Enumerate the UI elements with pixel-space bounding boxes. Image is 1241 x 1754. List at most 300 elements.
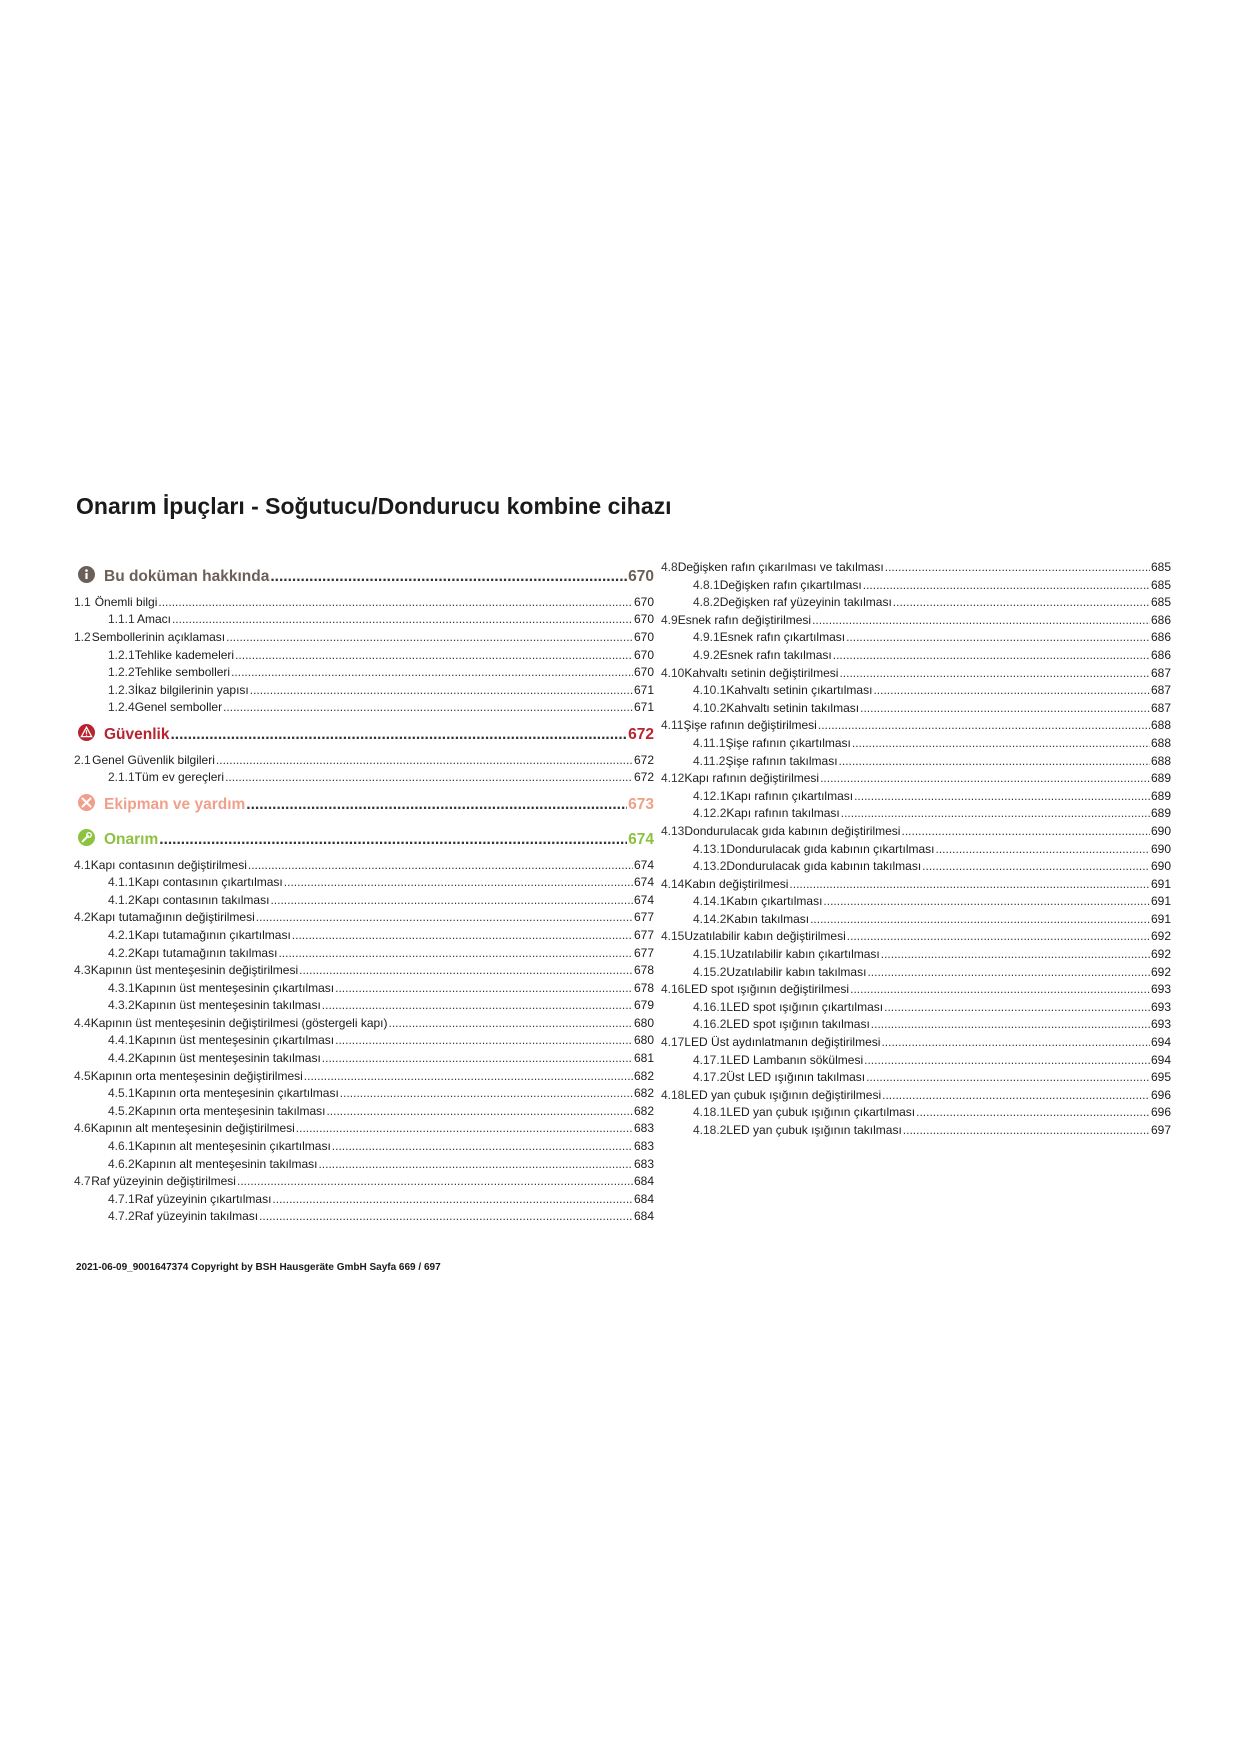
toc-page-number: 683 — [633, 1121, 654, 1136]
toc-entry[interactable] — [661, 947, 1171, 965]
toc-page-number: 686 — [1150, 647, 1171, 662]
toc-entry-number: 4.17.1 — [693, 1052, 727, 1067]
toc-page-number: 674 — [628, 830, 654, 848]
leader-dots — [389, 1016, 633, 1030]
toc-entry-label: Değişken rafın çıkarılması ve takılması — [677, 560, 884, 574]
toc-page-number: 689 — [1150, 806, 1171, 821]
toc-entry-number: 4.6 — [74, 1121, 91, 1136]
toc-section-label: Güvenlik — [104, 725, 170, 743]
toc-entry[interactable] — [661, 736, 1171, 754]
leader-dots — [158, 595, 633, 609]
toc-entry-number: 4.12.2 — [693, 806, 727, 821]
toc-entry[interactable] — [661, 666, 1171, 684]
toc-entry-number: 4.18.1 — [693, 1105, 727, 1120]
toc-entry-label: Kapının orta menteşesinin değiştirilmesi — [90, 1068, 303, 1083]
leader-dots — [172, 612, 633, 626]
toc-entry-label: Kapı contasının takılması — [134, 892, 270, 907]
leader-dots — [292, 928, 633, 942]
toc-entry-number: 4.1 — [74, 857, 91, 872]
leader-dots — [322, 998, 633, 1012]
toc-entry-label: Esnek rafın çıkartılması — [719, 630, 846, 645]
toc-entry[interactable] — [74, 1209, 654, 1227]
leader-dots — [318, 1157, 633, 1171]
toc-entry-label: Tüm ev gereçleri — [134, 770, 225, 785]
toc-page-number: 677 — [633, 945, 654, 960]
toc-entry[interactable] — [661, 1053, 1171, 1071]
leader-dots — [854, 789, 1150, 803]
toc-entry[interactable] — [74, 700, 654, 718]
toc-entry-number: 4.12.1 — [693, 788, 727, 803]
toc-page-number: 697 — [1150, 1123, 1171, 1137]
toc-page-number: 682 — [633, 1086, 654, 1101]
toc-entry[interactable] — [74, 1069, 654, 1087]
toc-entry-number: 4.13 — [661, 823, 685, 838]
toc-section-label: Bu doküman hakkında — [104, 568, 270, 585]
toc-page-number: 683 — [633, 1139, 654, 1154]
toc-page-number: 688 — [1150, 753, 1171, 768]
toc-entry[interactable] — [74, 595, 654, 613]
toc-entry-number: 4.11 — [661, 718, 684, 733]
toc-entry-number: 1.2.3 — [108, 682, 135, 697]
toc-page-number: 689 — [1150, 771, 1171, 786]
leader-dots — [860, 701, 1150, 715]
toc-entry-label: İkaz bilgilerinin yapısı — [134, 682, 249, 697]
toc-entry-label: Kapının orta menteşesinin çıkartılması — [134, 1086, 339, 1101]
toc-entry-number: 4.12 — [661, 771, 685, 786]
leader-dots — [231, 665, 633, 679]
toc-entry[interactable] — [74, 612, 654, 630]
toc-entry[interactable] — [661, 912, 1171, 930]
leader-dots — [259, 1209, 633, 1223]
toc-entry-number: 4.1.2 — [108, 892, 135, 907]
toc-entry-label: Tehlike kademeleri — [134, 647, 235, 662]
toc-page-number: 674 — [633, 892, 654, 907]
toc-page-number: 679 — [633, 998, 654, 1013]
toc-entry-label: Kapının alt menteşesinin değiştirilmesi — [90, 1121, 295, 1136]
toc-page-number: 674 — [633, 857, 654, 872]
toc-entry[interactable] — [74, 770, 654, 788]
info-icon — [78, 566, 95, 583]
toc-entry-label: Amacı — [136, 612, 171, 627]
toc-entry[interactable] — [74, 1016, 654, 1034]
toc-entry-label: Kapı rafının çıkartılması — [726, 788, 854, 803]
toc-entry-number: 4.4.1 — [108, 1033, 135, 1048]
toc-entry-label: Esnek rafın değiştirilmesi — [677, 612, 812, 627]
toc-entry[interactable] — [74, 683, 654, 701]
toc-page-number: 692 — [1150, 929, 1171, 944]
toc-entry-number: 4.8 — [661, 560, 678, 574]
toc-entry[interactable] — [74, 963, 654, 981]
leader-dots — [335, 981, 633, 995]
toc-page-number: 690 — [1150, 823, 1171, 838]
toc-entry-label: Şişe rafının çıkartılması — [725, 735, 851, 750]
toc-entry[interactable] — [661, 824, 1171, 842]
leader-dots — [246, 796, 627, 814]
toc-page-number: 684 — [633, 1191, 654, 1206]
leader-dots — [871, 1017, 1150, 1031]
toc-entry-number: 4.11.2 — [693, 753, 726, 768]
toc-entry[interactable] — [661, 683, 1171, 701]
leader-dots — [335, 1033, 633, 1047]
leader-dots — [873, 683, 1150, 697]
toc-entry-number: 1.2.1 — [108, 647, 135, 662]
toc-page-number: 684 — [633, 1209, 654, 1224]
toc-entry[interactable] — [661, 613, 1171, 631]
toc-entry-number: 4.4 — [74, 1015, 91, 1030]
leader-dots — [881, 947, 1150, 961]
toc-entry[interactable] — [74, 910, 654, 928]
toc-entry-number: 4.3.2 — [108, 998, 135, 1013]
leader-dots — [882, 1088, 1150, 1102]
toc-page-number: 696 — [1150, 1105, 1171, 1120]
leader-dots — [810, 912, 1150, 926]
toc-entry[interactable] — [661, 806, 1171, 824]
toc-entry-number: 4.7.1 — [108, 1191, 135, 1206]
toc-entry[interactable] — [661, 718, 1171, 736]
toc-entry[interactable] — [661, 842, 1171, 860]
leader-dots — [885, 560, 1150, 574]
toc-entry-label: Kapının üst menteşesinin takılması — [134, 1051, 321, 1066]
leader-dots — [270, 568, 627, 586]
toc-page-number: 677 — [633, 927, 654, 942]
leader-dots — [852, 736, 1150, 750]
leader-dots — [863, 578, 1150, 592]
toc-entry-number: 4.5.1 — [108, 1086, 135, 1101]
toc-page-number: 672 — [628, 725, 654, 743]
toc-page-number: 672 — [633, 770, 654, 785]
toc-entry-number: 4.2 — [74, 910, 91, 925]
toc-entry[interactable] — [74, 753, 654, 771]
toc-page-number: 671 — [633, 682, 654, 697]
toc-entry[interactable] — [74, 630, 654, 648]
toc-entry-label: LED yan çubuk ışığının değiştirilmesi — [684, 1087, 882, 1102]
toc-page-number: 692 — [1150, 964, 1171, 979]
leader-dots — [296, 1121, 633, 1135]
toc-entry-label: LED yan çubuk ışığının çıkartılması — [726, 1105, 916, 1120]
toc-entry[interactable] — [74, 981, 654, 999]
leader-dots — [332, 1139, 633, 1153]
toc-entry[interactable] — [661, 648, 1171, 666]
toc-page-number: 694 — [1150, 1035, 1171, 1050]
toc-entry-number: 1.2.4 — [108, 700, 135, 715]
leader-dots — [867, 965, 1150, 979]
toc-entry-label: LED spot ışığının takılması — [726, 1017, 870, 1032]
toc-entry-label: Kapının üst menteşesinin takılması — [134, 998, 321, 1013]
toc-entry-number: 4.6.1 — [108, 1139, 135, 1154]
toc-right-column — [661, 560, 1171, 1141]
toc-entry[interactable] — [74, 648, 654, 666]
leader-dots — [299, 963, 633, 977]
toc-entry-number: 4.15 — [661, 929, 685, 944]
toc-entry[interactable] — [661, 789, 1171, 807]
leader-dots — [893, 595, 1150, 609]
toc-entry-number: 4.5 — [74, 1068, 91, 1083]
toc-entry[interactable] — [661, 1035, 1171, 1053]
toc-page-number: 691 — [1150, 911, 1171, 926]
toc-entry[interactable] — [74, 1192, 654, 1210]
toc-entry-label: Uzatılabilir kabın takılması — [726, 964, 867, 979]
toc-entry[interactable] — [661, 1017, 1171, 1035]
leader-dots — [903, 1123, 1150, 1137]
toc-section-ekipman-ve-yard-m[interactable] — [74, 788, 654, 823]
toc-entry-number: 2.1.1 — [108, 770, 135, 785]
toc-entry-number: 4.4.2 — [108, 1051, 135, 1066]
toc-entry-label: Şişe rafının değiştirilmesi — [683, 718, 817, 733]
toc-entry[interactable] — [661, 630, 1171, 648]
leader-dots — [225, 770, 633, 784]
toc-entry-number: 4.13.2 — [693, 859, 727, 874]
toc-page-number: 678 — [633, 980, 654, 995]
toc-page-number: 682 — [633, 1103, 654, 1118]
toc-entry-label: Kapının üst menteşesinin çıkartılması — [134, 980, 335, 995]
leader-dots — [270, 893, 633, 907]
toc-page-number: 687 — [1150, 665, 1171, 680]
document-title: Onarım İpuçları - Soğutucu/Dondurucu kombine cihazı — [76, 493, 672, 519]
toc-entry-number: 1.1.1 — [108, 612, 135, 627]
toc-entry[interactable] — [661, 859, 1171, 877]
toc-page-number: 687 — [1150, 683, 1171, 698]
toc-entry-number: 4.10.1 — [693, 683, 727, 698]
toc-entry-number: 4.17 — [661, 1035, 685, 1050]
toc-page-number: 691 — [1150, 876, 1171, 891]
toc-entry-number: 4.10 — [661, 665, 685, 680]
toc-entry-number: 4.3 — [74, 963, 91, 978]
leader-dots — [901, 824, 1149, 838]
toc-entry-number: 4.9.1 — [693, 630, 720, 645]
leader-dots — [326, 1104, 633, 1118]
toc-entry-label: Kapının orta menteşesinin takılması — [134, 1103, 326, 1118]
toc-page-number: 680 — [633, 1033, 654, 1048]
toc-entry-label: LED Lambanın sökülmesi — [726, 1052, 864, 1067]
toc-entry-number: 4.18.2 — [693, 1123, 727, 1137]
toc-entry-number: 4.16.1 — [693, 999, 727, 1014]
toc-entry[interactable] — [74, 875, 654, 893]
leader-dots — [839, 754, 1150, 768]
leader-dots — [170, 726, 627, 744]
toc-page-number: 693 — [1150, 1017, 1171, 1032]
toc-entry-label: Raf yüzeyinin çıkartılması — [134, 1191, 272, 1206]
leader-dots — [223, 700, 633, 714]
toc-entry-label: Kapı tutamağının değiştirilmesi — [90, 910, 255, 925]
toc-page-number: 670 — [633, 594, 654, 609]
leader-dots — [818, 718, 1150, 732]
leader-dots — [216, 753, 633, 767]
leader-dots — [304, 1069, 633, 1083]
toc-entry[interactable] — [661, 1000, 1171, 1018]
toc-entry[interactable] — [74, 1033, 654, 1051]
leader-dots — [278, 946, 633, 960]
warning-icon — [78, 724, 95, 741]
toc-entry[interactable] — [74, 946, 654, 964]
toc-entry-label: Dondurulacak gıda kabının değiştirilmesi — [684, 823, 901, 838]
toc-entry-label: Kapının üst menteşesinin çıkartılması — [134, 1033, 335, 1048]
leader-dots — [789, 877, 1150, 891]
toc-entry-number: 4.18 — [661, 1087, 685, 1102]
toc-page-number: 680 — [633, 1015, 654, 1030]
toc-page-number: 687 — [1150, 700, 1171, 715]
toc-entry[interactable] — [74, 1157, 654, 1175]
toc-page-number: 670 — [633, 629, 654, 644]
toc-entry-label: Genel Güvenlik bilgileri — [92, 752, 215, 767]
leader-dots — [884, 1000, 1150, 1014]
toc-entry[interactable] — [661, 929, 1171, 947]
toc-entry[interactable] — [661, 965, 1171, 983]
toc-entry[interactable] — [661, 771, 1171, 789]
toc-entry[interactable] — [74, 1121, 654, 1139]
toc-section-g-venlik[interactable] — [74, 718, 654, 753]
toc-entry-label: Genel semboller — [134, 700, 223, 715]
toc-entry-number: 4.10.2 — [693, 700, 727, 715]
toc-entry[interactable] — [74, 1174, 654, 1192]
toc-entry-label: Kabın değiştirilmesi — [684, 876, 789, 891]
leader-dots — [847, 929, 1150, 943]
toc-entry[interactable] — [661, 982, 1171, 1000]
toc-entry-number: 4.2.2 — [108, 945, 135, 960]
toc-entry-number: 4.3.1 — [108, 980, 135, 995]
toc-entry-number: 4.9.2 — [693, 647, 720, 662]
toc-entry-label: Dondurulacak gıda kabının çıkartılması — [726, 841, 935, 856]
leader-dots — [272, 1192, 633, 1206]
leader-dots — [235, 648, 633, 662]
toc-page-number: 688 — [1150, 718, 1171, 733]
toc-entry[interactable] — [74, 1104, 654, 1122]
toc-entry-label: Kapı contasının çıkartılması — [134, 875, 283, 890]
toc-entry-label: Kabın takılması — [726, 911, 810, 926]
toc-entry-label: Kapının alt menteşesinin takılması — [134, 1156, 318, 1171]
toc-entry[interactable] — [661, 595, 1171, 613]
toc-entry-number: 4.16.2 — [693, 1017, 727, 1032]
toc-page-number: 695 — [1150, 1070, 1171, 1085]
toc-page-number: 691 — [1150, 894, 1171, 909]
toc-page-number: 693 — [1150, 999, 1171, 1014]
toc-entry-label: Şişe rafının takılması — [725, 753, 838, 768]
toc-page-number: 681 — [633, 1051, 654, 1066]
toc-entry[interactable] — [74, 858, 654, 876]
toc-entry-number: 4.15.1 — [693, 947, 727, 962]
leader-dots — [159, 831, 627, 849]
toc-entry-label: Kapı tutamağının çıkartılması — [134, 927, 291, 942]
toc-page-number: 693 — [1150, 982, 1171, 997]
toc-entry[interactable] — [74, 893, 654, 911]
leader-dots — [340, 1086, 633, 1100]
toc-page-number: 685 — [1150, 595, 1171, 610]
toc-entry-number: 1.1 — [74, 594, 91, 609]
leader-dots — [833, 648, 1150, 662]
leader-dots — [322, 1051, 633, 1065]
toc-entry-label: Değişken raf yüzeyinin takılması — [719, 595, 892, 610]
toc-page-number: 692 — [1150, 947, 1171, 962]
toc-page-number: 685 — [1150, 560, 1171, 574]
toc-page-number: 686 — [1150, 612, 1171, 627]
leader-dots — [839, 666, 1150, 680]
leader-dots — [935, 842, 1149, 856]
toc-entry[interactable] — [661, 1070, 1171, 1088]
toc-entry-number: 4.9 — [661, 612, 678, 627]
leader-dots — [226, 630, 633, 644]
toc-section-bu-dok-man-hakk-nda[interactable] — [74, 560, 654, 595]
toc-entry-number: 4.7.2 — [108, 1209, 135, 1224]
leader-dots — [846, 630, 1150, 644]
toc-page-number: 683 — [633, 1156, 654, 1171]
toc-section-onar-m[interactable] — [74, 823, 654, 858]
toc-entry-number: 4.14 — [661, 876, 685, 891]
toc-page-number: 671 — [633, 700, 654, 715]
toc-entry-label: Değişken rafın çıkartılması — [719, 577, 862, 592]
toc-entry-label: Kapının alt menteşesinin çıkartılması — [134, 1139, 331, 1154]
toc-page-number: 690 — [1150, 841, 1171, 856]
toc-entry[interactable] — [661, 754, 1171, 772]
leader-dots — [864, 1053, 1150, 1067]
toc-entry-label: Kabın çıkartılması — [726, 894, 823, 909]
toc-entry[interactable] — [661, 1123, 1171, 1141]
toc-page-number: 696 — [1150, 1087, 1171, 1102]
toc-page-number: 677 — [633, 910, 654, 925]
toc-entry-number: 2.1 — [74, 752, 91, 767]
toc-entry-label: Kapı tutamağının takılması — [134, 945, 278, 960]
toc-page-number: 674 — [633, 875, 654, 890]
toc-entry-label: LED spot ışığının çıkartılması — [726, 999, 884, 1014]
toc-entry-number: 4.2.1 — [108, 927, 135, 942]
leader-dots — [256, 910, 633, 924]
toc-entry-label: Kahvaltı setinin değiştirilmesi — [684, 665, 839, 680]
toc-entry[interactable] — [74, 998, 654, 1016]
toc-entry[interactable] — [661, 578, 1171, 596]
toc-page-number: 684 — [633, 1174, 654, 1189]
toc-entry[interactable] — [661, 877, 1171, 895]
toc-entry[interactable] — [661, 1105, 1171, 1123]
leader-dots — [922, 859, 1150, 873]
toc-entry-label: Kapı contasının değiştirilmesi — [90, 857, 247, 872]
toc-page-number: 689 — [1150, 788, 1171, 803]
toc-page-number: 685 — [1150, 577, 1171, 592]
toc-entry[interactable] — [661, 1088, 1171, 1106]
toc-page-number: 670 — [633, 612, 654, 627]
toc-entry-number: 4.13.1 — [693, 841, 727, 856]
toc-entry[interactable] — [74, 1051, 654, 1069]
leader-dots — [820, 771, 1150, 785]
toc-entry-label: LED spot ışığının değiştirilmesi — [684, 982, 850, 997]
toc-entry[interactable] — [74, 1086, 654, 1104]
toc-entry-number: 4.14.1 — [693, 894, 727, 909]
toc-entry[interactable] — [74, 928, 654, 946]
toc-section-label: Ekipman ve yardım — [104, 795, 246, 813]
toc-entry[interactable] — [661, 560, 1171, 578]
toc-entry[interactable] — [661, 894, 1171, 912]
toc-entry-number: 4.15.2 — [693, 964, 727, 979]
leader-dots — [237, 1174, 633, 1188]
toc-left-column — [74, 560, 654, 1227]
wrench-icon — [78, 829, 95, 846]
toc-entry[interactable] — [661, 701, 1171, 719]
toc-page-number: 690 — [1150, 859, 1171, 874]
toc-page-number: 672 — [633, 752, 654, 767]
toc-entry-label: Sembollerinin açıklaması — [91, 629, 226, 644]
toc-section-label: Onarım — [104, 830, 159, 848]
toc-entry-label: Uzatılabilir kabın değiştirilmesi — [684, 929, 846, 944]
toc-page-number: 688 — [1150, 735, 1171, 750]
toc-entry-number: 4.6.2 — [108, 1156, 135, 1171]
toc-entry-number: 4.1.1 — [108, 875, 135, 890]
toc-entry-number: 1.2 — [74, 629, 91, 644]
leader-dots — [250, 683, 633, 697]
toc-entry[interactable] — [74, 665, 654, 683]
toc-entry[interactable] — [74, 1139, 654, 1157]
toc-page-number: 678 — [633, 963, 654, 978]
toc-entry-label: Kapı rafının değiştirilmesi — [684, 771, 820, 786]
toc-page-number: 670 — [633, 647, 654, 662]
toc-entry-label: Kahvaltı setinin çıkartılması — [726, 683, 873, 698]
tools-icon — [78, 794, 95, 811]
